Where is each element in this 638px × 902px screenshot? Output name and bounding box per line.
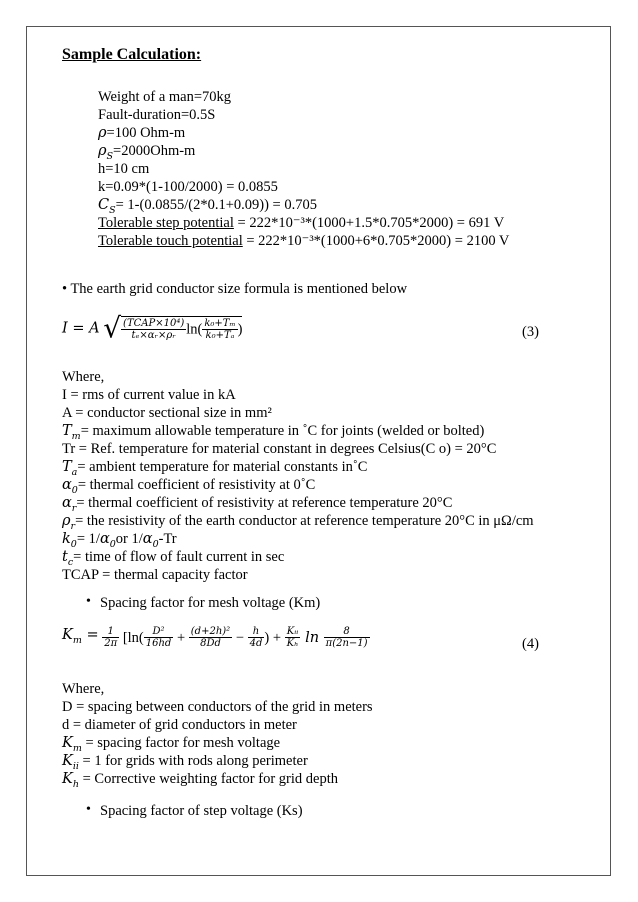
def-k0: $k_0= 1/\alpha_0or$ $1/\alpha_0-Tr$ [62, 531, 177, 550]
equation-3: I = A √ $\frac{\text{(TCAP×10⁴)}}{\text{tₑ×αᵣ×ρᵣ}}$ ln( $\frac{\text{k₀+Tₘ}}{\text{k₀+Tₐ}}$ ) [62, 311, 243, 345]
rho-s-line: $\rho_S=2000Ohm-m$ [98, 143, 196, 162]
def-D: D = spacing between conductors of the grid in meters [62, 699, 373, 715]
def-I: I = rms of current value in kA [62, 387, 236, 403]
equation-3-number: (3) [522, 324, 539, 340]
k-line: k=0.09*(1-100/2000) = 0.0855 [98, 179, 278, 195]
def-A: A = conductor sectional size in mm² [62, 405, 272, 421]
def-TCAP: TCAP = thermal capacity factor [62, 567, 248, 583]
def-Km: $K_m$ = spacing factor for mesh voltage [62, 735, 281, 754]
where-heading-1: Where, [62, 369, 105, 385]
bullet-icon: • [86, 594, 91, 609]
touch-potential-line: Tolerable touch potential = 222*10⁻³*(1000+6*0.705*2000) = 2100 V [98, 233, 510, 249]
step-potential-line: Tolerable step potential = 222*10⁻³*(1000+1.5*0.705*2000) = 691 V [98, 215, 505, 231]
bullet-conductor-size: • The earth grid conductor size formula is mentioned below [62, 281, 408, 297]
def-d: d = diameter of grid conductors in meter [62, 717, 297, 733]
equation-4: $K_m$ = $\frac{1}{2\pi}$ [ln( $\frac{\text{D²}}{16hd}$ + $\frac{\text{(d+2h)²}}{8Dd}$ − $\frac{h}{4d}$ ) + $\frac{\text{Kᵢᵢ}}{\text{Kₕ}}$ ln $\frac{8}{\pi(2n-1)}$ [62, 626, 368, 650]
where-heading-2: Where, [62, 681, 105, 697]
bullet-step-voltage: Spacing factor of step voltage (Ks) [100, 803, 303, 819]
def-tc: $t_c=$ time of flow of fault current in sec [62, 549, 285, 568]
def-Kh: $K_h$ = Corrective weighting factor for grid depth [62, 771, 338, 790]
def-alphar: $\alpha_r=$ thermal coefficient of resistivity at reference temperature 20°C [62, 495, 453, 514]
cs-line: $C_S= 1-(0.0855/(2*0.1+0.09)) = 0.705$ [98, 197, 317, 216]
page-title: Sample Calculation: [62, 46, 202, 63]
def-alpha0: $\alpha_0=$ thermal coefficient of resistivity at 0˚C [62, 477, 316, 496]
def-rhor: $\rho_r=$ the resistivity of the earth conductor at reference temperature 20°C in μΩ/cm [62, 513, 534, 532]
def-Ta: $T_a=$ ambient temperature for material constants in˚C [62, 459, 368, 478]
bullet-mesh-voltage: Spacing factor for mesh voltage (Km) [100, 595, 321, 611]
def-Tm: $T_m=$ maximum allowable temperature in ˚C for joints (welded or bolted) [62, 423, 485, 442]
weight-line: Weight of a man=70kg [98, 89, 232, 105]
rho-line: ρ=100 Ohm-m [98, 125, 186, 141]
bullet-icon: • [86, 802, 91, 817]
def-Kii: $K_{ii} = 1$ for grids with rods along perimeter [62, 753, 308, 772]
def-Tr: Tr = Ref. temperature for material constant in degrees Celsius(C o) = 20°C [62, 441, 497, 457]
fault-duration-line: Fault-duration=0.5S [98, 107, 216, 123]
equation-4-number: (4) [522, 636, 539, 652]
h-line: h=10 cm [98, 161, 150, 177]
